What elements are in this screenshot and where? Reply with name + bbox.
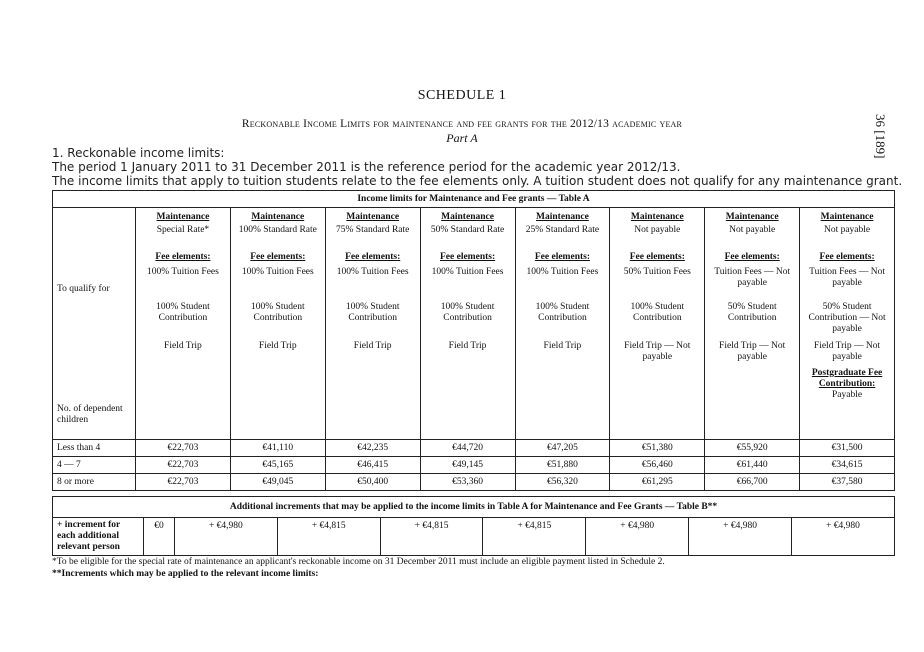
postgraduate-value: Payable bbox=[832, 390, 863, 400]
maintenance-label: Maintenance bbox=[820, 212, 874, 222]
fee-value: 100% Tuition Fees bbox=[431, 267, 504, 277]
maintenance-label: Maintenance bbox=[251, 212, 305, 222]
fee-elements-label: Fee elements: bbox=[629, 252, 685, 262]
increment-cell: €0 bbox=[144, 518, 175, 556]
limit-cell: €31,500 bbox=[800, 440, 895, 457]
increment-cell: + €4,980 bbox=[586, 518, 689, 556]
fee-elements-label: Fee elements: bbox=[250, 252, 306, 262]
qualify-row bbox=[53, 208, 895, 440]
table-b-caption: Additional increments that may be applied to the income limits in Table A for Maintenance and Fee Grants — Table B** bbox=[53, 497, 895, 518]
limit-rows bbox=[53, 440, 895, 491]
income-limits-table-a bbox=[52, 190, 895, 491]
student-contribution-value: 50% Student Contribution — Not payable bbox=[808, 302, 886, 334]
maintenance-label: Maintenance bbox=[346, 212, 400, 222]
field-trip-value: Field Trip bbox=[448, 341, 487, 351]
part-label: Part A bbox=[446, 131, 478, 145]
field-trip-value: Field Trip bbox=[543, 341, 582, 351]
fee-value: 100% Tuition Fees bbox=[241, 267, 314, 277]
limit-cell: €55,920 bbox=[705, 440, 800, 457]
limit-cell: €41,110 bbox=[230, 440, 325, 457]
fee-elements-label: Fee elements: bbox=[440, 252, 496, 262]
row-label: Less than 4 bbox=[53, 440, 136, 457]
limit-cell: €49,045 bbox=[230, 474, 325, 491]
field-trip-value: Field Trip bbox=[164, 341, 202, 351]
fee-value: Tuition Fees — Not payable bbox=[714, 267, 791, 288]
row-label: 4 — 7 bbox=[53, 457, 136, 474]
limit-cell: €51,880 bbox=[515, 457, 610, 474]
student-contribution-value: 100% Student Contribution bbox=[630, 302, 685, 323]
student-contribution-value: 100% Student Contribution bbox=[440, 302, 495, 323]
fee-value: 100% Tuition Fees bbox=[147, 267, 219, 277]
maintenance-value: 100% Standard Rate bbox=[238, 225, 317, 235]
limit-cell: €22,703 bbox=[136, 457, 231, 474]
limit-cell: €46,415 bbox=[325, 457, 420, 474]
maintenance-label: Maintenance bbox=[725, 212, 779, 222]
student-contribution-value: 100% Student Contribution bbox=[345, 302, 400, 323]
column-1-header bbox=[136, 208, 231, 440]
column-3-header bbox=[325, 208, 420, 440]
maintenance-value: 25% Standard Rate bbox=[525, 225, 600, 235]
student-contribution-value: 50% Student Contribution bbox=[727, 302, 777, 323]
row-label: 8 or more bbox=[53, 474, 136, 491]
maintenance-label: Maintenance bbox=[156, 212, 210, 222]
increment-cell: + €4,815 bbox=[483, 518, 586, 556]
fee-elements-label: Fee elements: bbox=[155, 252, 211, 262]
column-6-header bbox=[610, 208, 705, 440]
student-contribution-value: 100% Student Contribution bbox=[535, 302, 590, 323]
limit-cell: €66,700 bbox=[705, 474, 800, 491]
field-trip-value: Field Trip — Not payable bbox=[719, 341, 786, 362]
student-contribution-value: 100% Student Contribution bbox=[251, 302, 305, 323]
increment-cell: + €4,815 bbox=[380, 518, 483, 556]
footnote-2: **Increments which may be applied to the relevant income limits: bbox=[52, 569, 319, 579]
footnote-1: *To be eligible for the special rate of maintenance an applicant's reckonable income on 31 December 2011 must include an eligible payment listed in Schedule 2. bbox=[52, 557, 665, 567]
increment-row-label: + increment for each additional relevant person bbox=[53, 518, 144, 556]
field-trip-value: Field Trip — Not payable bbox=[813, 341, 881, 362]
fee-elements-label: Fee elements: bbox=[724, 252, 780, 262]
maintenance-value: Not payable bbox=[823, 225, 871, 235]
maintenance-value: Not payable bbox=[729, 225, 776, 235]
limit-cell: €37,580 bbox=[800, 474, 895, 491]
intro-paragraph-2: The income limits that apply to tuition students relate to the fee elements only. A tuition student does not qualify for any maintenance grant. bbox=[52, 174, 903, 188]
increment-cell: + €4,815 bbox=[277, 518, 380, 556]
increments-table-b bbox=[52, 496, 895, 556]
qualify-label: To qualify for bbox=[57, 284, 110, 294]
table-row bbox=[53, 457, 895, 474]
fee-elements-label: Fee elements: bbox=[819, 252, 875, 262]
student-contribution-value: 100% Student Contribution bbox=[156, 302, 210, 323]
schedule-title: SCHEDULE 1 bbox=[417, 88, 507, 103]
fee-value: 50% Tuition Fees bbox=[623, 267, 691, 277]
qualify-label-cell bbox=[53, 208, 136, 440]
maintenance-value: 75% Standard Rate bbox=[336, 225, 410, 235]
maintenance-label: Maintenance bbox=[441, 212, 494, 222]
increment-cell: + €4,980 bbox=[689, 518, 792, 556]
limit-cell: €47,205 bbox=[515, 440, 610, 457]
maintenance-value: 50% Standard Rate bbox=[430, 225, 505, 235]
fee-value: 100% Tuition Fees bbox=[526, 267, 599, 277]
schedule-subtitle: Reckonable Income Limits for maintenance and fee grants for the 2012/13 academic year bbox=[241, 118, 683, 130]
fee-elements-label: Fee elements: bbox=[345, 252, 401, 262]
fee-elements-label: Fee elements: bbox=[534, 252, 590, 262]
limit-cell: €44,720 bbox=[420, 440, 515, 457]
dependents-label: No. of dependent children bbox=[57, 404, 123, 425]
limit-cell: €49,145 bbox=[420, 457, 515, 474]
table-row bbox=[53, 474, 895, 491]
maintenance-value: Special Rate* bbox=[156, 225, 210, 235]
limit-cell: €51,380 bbox=[610, 440, 705, 457]
limit-cell: €61,295 bbox=[610, 474, 705, 491]
limit-cell: €61,440 bbox=[705, 457, 800, 474]
maintenance-label: Maintenance bbox=[536, 212, 589, 222]
column-8-header bbox=[800, 208, 895, 440]
limit-cell: €53,360 bbox=[420, 474, 515, 491]
page-number: 36 [189] bbox=[873, 114, 888, 159]
field-trip-value: Field Trip bbox=[258, 341, 297, 351]
table-row bbox=[53, 440, 895, 457]
intro-paragraph-1: The period 1 January 2011 to 31 December 2011 is the reference period for the academic year 2012/13. bbox=[52, 160, 681, 174]
section-heading: 1. Reckonable income limits: bbox=[52, 146, 225, 160]
column-2-header bbox=[230, 208, 325, 440]
limit-cell: €56,320 bbox=[515, 474, 610, 491]
limit-cell: €22,703 bbox=[136, 474, 231, 491]
limit-cell: €56,460 bbox=[610, 457, 705, 474]
limit-cell: €34,615 bbox=[800, 457, 895, 474]
increment-cell: + €4,980 bbox=[174, 518, 277, 556]
column-5-header bbox=[515, 208, 610, 440]
table-a-caption: Income limits for Maintenance and Fee grants — Table A bbox=[53, 191, 895, 208]
limit-cell: €22,703 bbox=[136, 440, 231, 457]
maintenance-label: Maintenance bbox=[630, 212, 684, 222]
fee-value: Tuition Fees — Not payable bbox=[809, 267, 886, 288]
increment-cell: + €4,980 bbox=[791, 518, 894, 556]
maintenance-value: Not payable bbox=[634, 225, 681, 235]
increment-row bbox=[53, 518, 895, 556]
fee-value: 100% Tuition Fees bbox=[336, 267, 409, 277]
column-7-header bbox=[705, 208, 800, 440]
limit-cell: €50,400 bbox=[325, 474, 420, 491]
limit-cell: €42,235 bbox=[325, 440, 420, 457]
field-trip-value: Field Trip — Not payable bbox=[624, 341, 691, 362]
field-trip-value: Field Trip bbox=[353, 341, 392, 351]
limit-cell: €45,165 bbox=[230, 457, 325, 474]
column-4-header bbox=[420, 208, 515, 440]
postgraduate-label: Postgraduate Fee Contribution: bbox=[811, 368, 883, 389]
